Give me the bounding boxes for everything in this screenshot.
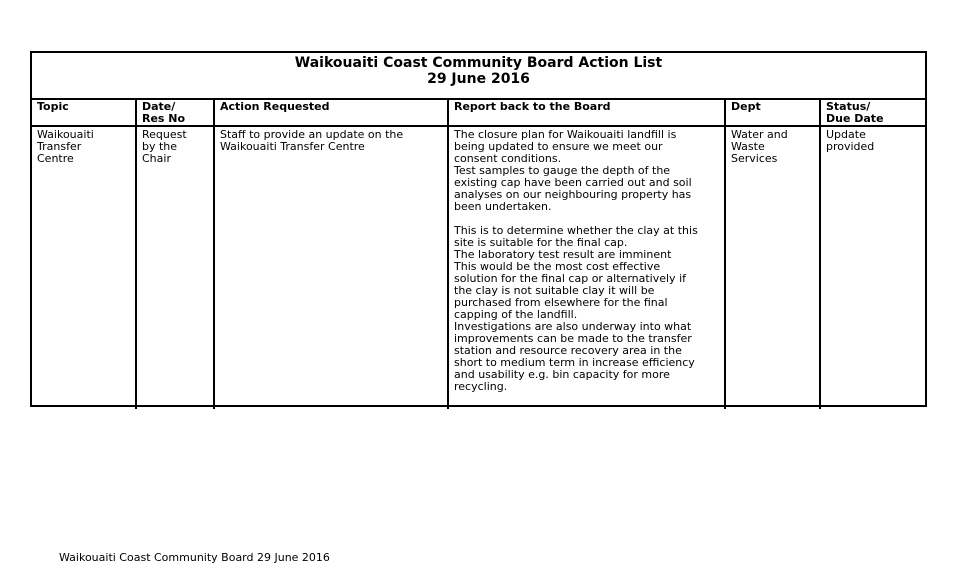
column-header-status: Status/ Due Date (820, 100, 925, 126)
table-header-row (32, 100, 925, 126)
cell-status: Update provided (820, 126, 925, 409)
document-title (32, 53, 925, 100)
column-header-date: Date/ Res No (136, 100, 214, 126)
table-row (32, 126, 925, 409)
column-header-action: Action Requested (214, 100, 448, 126)
cell-report: The closure plan for Waikouaiti landfill is being updated to ensure we meet our consent conditions. Test samples to gauge the depth of the existing cap have been carried out and soil analyses on our neighbouring property has been undertaken. This is to determine whether the clay at this site is suitable for the final cap. The laboratory test result are imminent This would be the most cost effective solution for the final cap or alternatively if the clay is not suitable clay it will be purchased from elsewhere for the final capping of the landfill. Investigations are also underway into what improvements can be made to the transfer station and resource recovery area in the short to medium term in increase efficiency and usability e.g. bin capacity for more recycling. (448, 126, 725, 409)
column-header-topic: Topic (32, 100, 136, 126)
cell-dept: Water and Waste Services (725, 126, 820, 409)
column-header-report: Report back to the Board (448, 100, 725, 126)
cell-date: Request by the Chair (136, 126, 214, 409)
column-header-dept: Dept (725, 100, 820, 126)
title-line-1: Waikouaiti Coast Community Board Action List (294, 55, 663, 71)
action-table (32, 100, 925, 409)
title-line-2: 29 June 2016 (427, 71, 530, 87)
cell-action: Staff to provide an update on the Waikouaiti Transfer Centre (214, 126, 448, 409)
page-footer: Waikouaiti Coast Community Board 29 June 2016 (59, 551, 330, 564)
cell-topic: Waikouaiti Transfer Centre (37, 128, 94, 165)
action-list-sheet (30, 51, 927, 407)
